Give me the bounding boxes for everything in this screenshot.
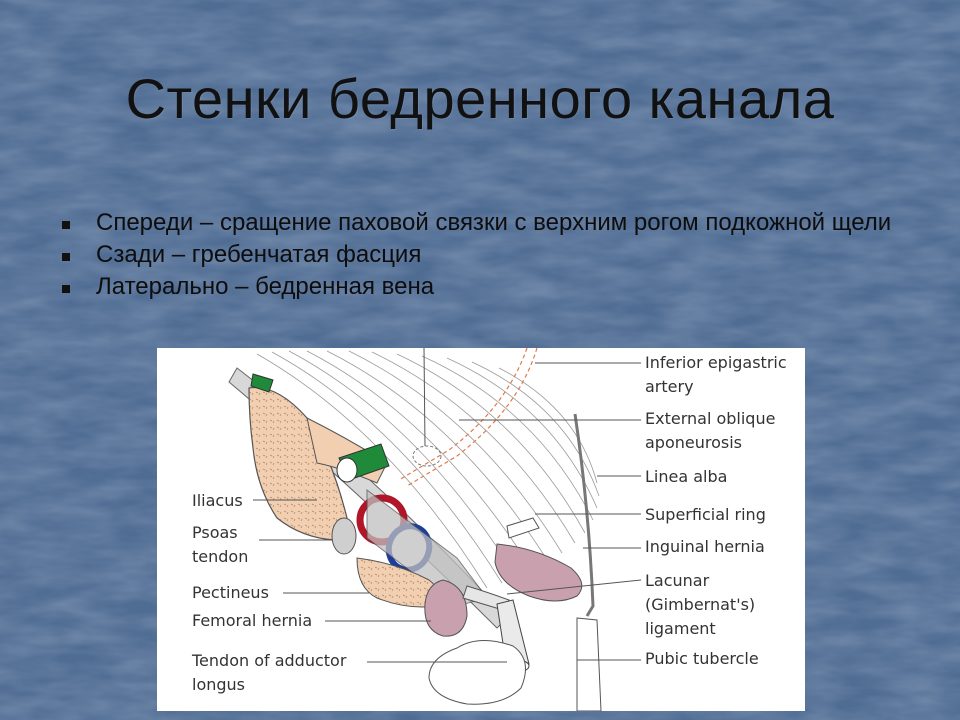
- label-pubic-tubercle: Pubic tubercle: [645, 649, 759, 668]
- femoral-canal-diagram: [157, 348, 805, 711]
- label-linea-alba: Linea alba: [645, 467, 728, 486]
- label-femoral-hernia: Femoral hernia: [192, 611, 313, 630]
- label-psoas-line1: Psoas: [192, 523, 238, 542]
- label-adductor-line1: Tendon of adductor: [192, 651, 347, 670]
- label-lacunar-line1: Lacunar: [645, 571, 710, 590]
- label-pectineus: Pectineus: [192, 583, 269, 602]
- pubic-symphysis: [577, 618, 601, 711]
- bullet-text: Спереди – сращение паховой связки с верхним рогом подкожной щели: [96, 209, 892, 236]
- bullet-square-icon: [62, 221, 70, 229]
- label-oblique-line2: aponeurosis: [645, 433, 743, 452]
- bullet-text: Латерально – бедренная вена: [96, 273, 435, 300]
- label-epigastric-line1: Inferior epigastric: [645, 353, 787, 372]
- bullet-square-icon: [62, 285, 70, 293]
- bullet-item: [58, 242, 928, 268]
- bullet-item: [58, 274, 928, 300]
- label-superficial-ring: Superficial ring: [645, 505, 766, 524]
- label-lacunar-line3: ligament: [645, 619, 716, 638]
- label-epigastric-line2: artery: [645, 377, 694, 396]
- bullet-text: Сзади – гребенчатая фасция: [96, 241, 422, 268]
- label-psoas-line2: tendon: [192, 547, 249, 566]
- label-iliacus: Iliacus: [192, 491, 243, 510]
- label-inguinal-hernia: Inguinal hernia: [645, 537, 765, 556]
- slide-title: Стенки бедренного канала: [125, 67, 835, 130]
- bullet-square-icon: [62, 253, 70, 261]
- psoas-tendon: [332, 518, 356, 554]
- femoral-nerve-end: [337, 458, 357, 482]
- label-adductor-line2: longus: [192, 675, 246, 694]
- bullet-list: [58, 210, 928, 306]
- label-oblique-line1: External oblique: [645, 409, 776, 428]
- label-lacunar-line2: (Gimbernat's): [645, 595, 756, 614]
- bullet-item: [58, 210, 928, 236]
